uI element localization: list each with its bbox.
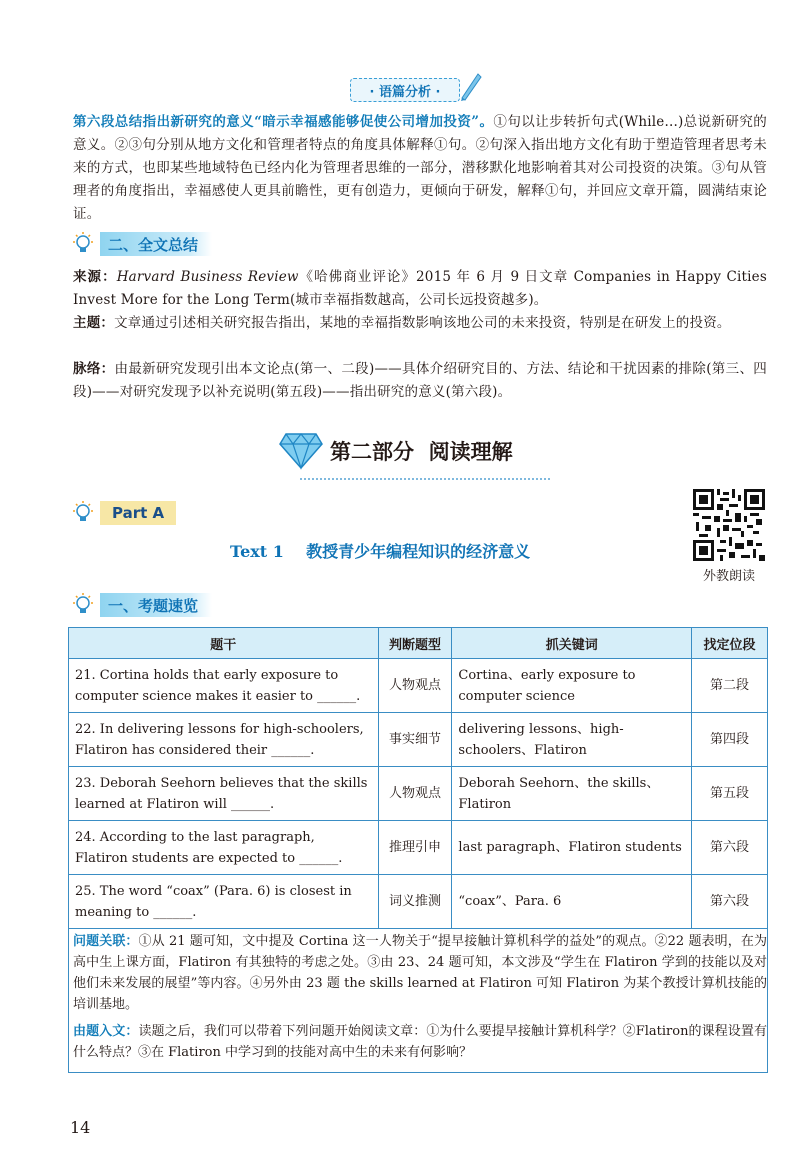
keywords-cell: “coax”、Para. 6 (452, 875, 692, 929)
related-text: ①从 21 题可知，文中提及 Cortina 这一人物关于“提早接触计算机科学的益处”的观点。②22 题表明，在为高中生上课方面，Flatiron 有其独特的考虑之处。③由 23、24 题可知，本文涉及“学生在 Flatiron 学到的技能以及对他们未来发展的展望”等内容。④另外由 23 题 the skills learned at Flatiron 可知 Flatiron 为某个教授计算机技能的培训基地。 (73, 934, 767, 1012)
header-question: 题干 (69, 628, 379, 659)
analysis-lead: 第六段总结指出新研究的意义“暗示幸福感能够促使公司增加投资”。 (73, 114, 494, 130)
question-cell: 23. Deborah Seehorn believes that the skills learned at Flatiron will ______. (69, 767, 379, 821)
part-a-header (70, 499, 176, 527)
summary-theme (73, 312, 767, 335)
source-label: 来源： (73, 269, 117, 285)
source-journal: Harvard Business Review (116, 269, 299, 285)
related-note (73, 931, 767, 1015)
keywords-cell: Cortina、early exposure to computer science (452, 659, 692, 713)
type-cell: 人物观点 (378, 767, 452, 821)
type-cell: 词义推测 (378, 875, 452, 929)
related-label: 问题关联： (73, 934, 139, 949)
question-cell: 24. According to the last paragraph, Flatiron students are expected to ______. (69, 821, 379, 875)
question-cell: 25. The word “coax” (Para. 6) is closest in meaning to ______. (69, 875, 379, 929)
source-rest: 《哈佛商业评论》2015 年 6 月 9 日文章 Companies in Happy Cities Invest More for the Long Term(城市幸福指数越高，公司长远投资越多)。 (73, 269, 767, 308)
header-keywords: 抓关键词 (452, 628, 692, 659)
summary-context (73, 358, 767, 404)
qr-code-icon (693, 489, 765, 561)
keywords-cell: Deborah Seehorn、the skills、Flatiron (452, 767, 692, 821)
entry-label: 由题入文： (73, 1024, 139, 1039)
analysis-body: ①句以让步转折句式(While...)总说新研究的意义。②③句分别从地方文化和管理者特点的角度具体解释①句。②句深入指出地方文化有助于塑造管理者思考未来的方式，也即某些地域特色已经内化为管理者思维的一部分，潜移默化地影响着其对公司投资的决策。③句从管理者的角度指出，幸福感使人更具前瞻性，更有创造力，更倾向于研发，解释①句，并回应文章开篇，圆满结束论证。 (73, 114, 767, 222)
table-row (69, 713, 768, 767)
paragraph-cell: 第六段 (692, 821, 768, 875)
qr-caption: 外教朗读 (702, 569, 755, 584)
part2-title: 第二部分 阅读理解 (330, 440, 513, 464)
type-cell: 推理引申 (378, 821, 452, 875)
paragraph-cell: 第六段 (692, 875, 768, 929)
keywords-cell: last paragraph、Flatiron students (452, 821, 692, 875)
text1-title: Text 1 教授青少年编程知识的经济意义 (230, 542, 531, 561)
lightbulb-icon (70, 592, 96, 618)
context-text: 由最新研究发现引出本文论点(第一、二段)——具体介绍研究目的、方法、结论和干扰因素的排除(第三、四段)——对研究发现予以补充说明(第五段)——指出研究的意义(第六段)。 (73, 361, 767, 400)
table-row (69, 821, 768, 875)
summary-source (73, 266, 767, 312)
entry-text: 读题之后，我们可以带着下列问题开始阅读文章：①为什么要提早接触计算机科学？②Flatiron的课程设置有什么特点？③在 Flatiron 中学习到的技能对高中生的未来有何影响？ (73, 1024, 767, 1060)
table-header-row (69, 628, 768, 659)
paragraph-cell: 第五段 (692, 767, 768, 821)
header-paragraph: 找定位段 (692, 628, 768, 659)
analysis-paragraph (73, 111, 767, 226)
pen-icon (458, 70, 484, 102)
theme-text: 文章通过引述相关研究报告指出，某地的幸福指数影响该地公司的未来投资，特别是在研发上的投资。 (114, 315, 731, 331)
theme-label: 主题： (73, 315, 115, 331)
table-row (69, 659, 768, 713)
qr-code[interactable] (693, 489, 765, 561)
paragraph-cell: 第二段 (692, 659, 768, 713)
lightbulb-icon (70, 231, 96, 257)
diamond-icon (278, 430, 324, 470)
entry-note (73, 1021, 767, 1063)
context-label: 脉络： (73, 361, 115, 377)
analysis-banner (350, 78, 460, 102)
lightbulb-icon (70, 500, 96, 526)
exam-overview-table (68, 627, 768, 929)
page-number: 14 (70, 1118, 91, 1137)
paragraph-cell: 第四段 (692, 713, 768, 767)
question-cell: 22. In delivering lessons for high-schoolers, Flatiron has considered their ______. (69, 713, 379, 767)
header-type: 判断题型 (378, 628, 452, 659)
analysis-banner-label: · 语篇分析 · (369, 84, 441, 100)
section-exam-header (70, 591, 212, 619)
type-cell: 事实细节 (378, 713, 452, 767)
table-row (69, 875, 768, 929)
section-summary-title: 二、全文总结 (100, 232, 212, 256)
question-cell: 21. Cortina holds that early exposure to computer science makes it easier to ______. (69, 659, 379, 713)
part-a-label: Part A (100, 501, 176, 525)
part2-underline (300, 478, 550, 480)
keywords-cell: delivering lessons、high-schoolers、Flatiron (452, 713, 692, 767)
table-row (69, 767, 768, 821)
section-exam-title: 一、考题速览 (100, 593, 212, 617)
type-cell: 人物观点 (378, 659, 452, 713)
section-summary-header (70, 230, 212, 258)
